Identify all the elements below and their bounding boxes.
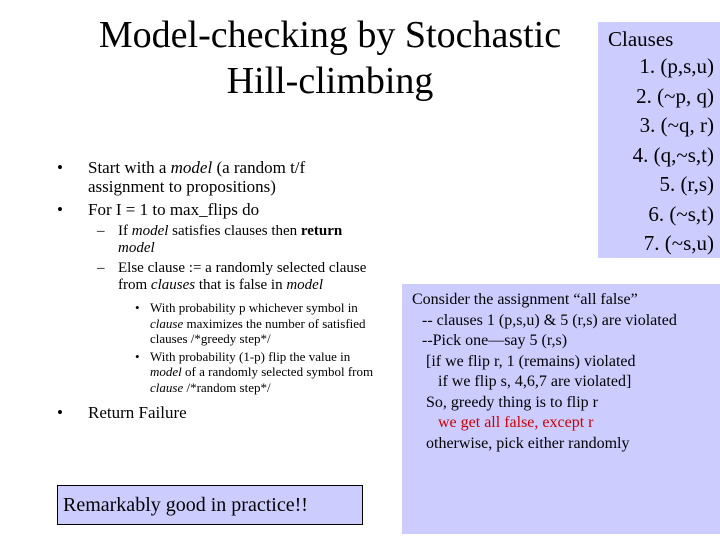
- clauses-heading: Clauses: [608, 27, 674, 51]
- bullet-for-loop: • For I = 1 to max_flips do: [57, 200, 260, 219]
- bullet-dot-icon: •: [57, 158, 63, 177]
- clause-item: 2. (~p, q): [636, 83, 714, 108]
- clause-item: 3. (~q, r): [639, 113, 714, 137]
- sub-sub-bullet-random: • With probability (1-p) flip the value in model of a randomly selected symbol from clause /*random step*/: [135, 348, 374, 395]
- algorithm-bullets: [57, 158, 377, 426]
- dash-icon: –: [97, 223, 105, 239]
- bullet-dot-icon: •: [57, 403, 63, 422]
- sub-bullet-if-satisfies: – If model satisfies clauses then return model: [97, 223, 343, 256]
- clauses-box: [598, 22, 720, 258]
- bullet-dot-icon: •: [135, 348, 140, 364]
- clause-item: 1. (p,s,u): [639, 54, 714, 78]
- sub-sub-bullet-greedy: • With probability p whichever symbol in clause maximizes the number of satisfied clauses /*greedy step*/: [135, 300, 366, 346]
- bullet-dot-icon: •: [57, 200, 63, 219]
- consider-line: if we flip s, 4,6,7 are violated]: [438, 373, 632, 390]
- title-line-2: Hill-climbing: [226, 60, 434, 102]
- consider-box: [402, 284, 720, 534]
- remark-box: Remarkably good in practice!!: [57, 485, 363, 525]
- consider-line: -- clauses 1 (p,s,u) & 5 (r,s) are violated: [422, 311, 677, 329]
- bullet-return-failure: • Return Failure: [57, 403, 187, 422]
- bullet-start-model: • Start with a model (a random t/f assignment to propositions): [57, 158, 306, 196]
- title-line-1: Model-checking by Stochastic: [98, 14, 562, 56]
- slide-title: [70, 12, 590, 104]
- sub-bullet-else-clause: – Else clause := a randomly selected clause from clauses that is false in model: [97, 260, 367, 293]
- clause-item: 7. (~s,u): [643, 231, 714, 255]
- consider-red-line: we get all false, except r: [438, 414, 594, 431]
- consider-line: [if we flip r, 1 (remains) violated: [426, 352, 636, 370]
- consider-line: So, greedy thing is to flip r: [426, 393, 598, 411]
- bullet-dot-icon: •: [135, 300, 140, 315]
- clause-item: 4. (q,~s,t): [632, 142, 714, 167]
- consider-line: otherwise, pick either randomly: [426, 434, 630, 452]
- clause-item: 6. (~s,t): [648, 201, 714, 226]
- clause-item: 5. (r,s): [659, 172, 714, 196]
- dash-icon: –: [97, 260, 105, 276]
- consider-line: Consider the assignment “all false”: [412, 291, 638, 308]
- consider-line: --Pick one—say 5 (r,s): [422, 332, 568, 349]
